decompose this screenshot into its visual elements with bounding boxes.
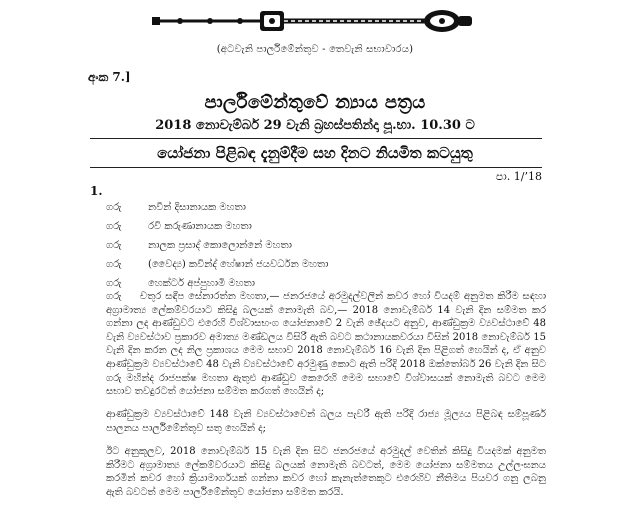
mover-row [106, 217, 546, 236]
mover-name: හෙක්ටර් අප්පුහාමි මහතා [148, 278, 255, 289]
section-title: යෝජනා පිළිබඳ දැනුම්දීම සහ දිනට නියමිත කටයුතු [157, 144, 473, 162]
mover-row [106, 198, 546, 217]
mover-honorific: ගරු [106, 240, 122, 251]
paragraph-text: චතුර සඳීප සේනාරත්න මහතා,— ජනරජයේ අරමුදල්වලින් කවර හෝ වියදම් අනුමත කිරීම සඳහා අග්‍රාමාත්‍ය ලේකම්වරයාට කිසිදු බලයක් නොමැති බව,— 2018 නොවැම්බර් 14 වැනි දින සම්මත කර ගන්නා ලද ආණ්ඩුවට එරෙහි විශ්වාසභංග යෝජනාවේ 2 වැනි ඡේදයට අනුව, ආණ්ඩුක්‍රම ව්‍යවස්ථාවේ 48 වැනි ව්‍යවස්ථාව ප්‍රකාරව අමාත්‍ය මණ්ඩලය විසිරී ඇති බවට කථානායකවරයා විසින් 2018 නොවැම්බර් 15 වැනි දින කරන ලද නිල ප්‍රකාශය මෙම සභාව 2018 නොවැම්බර් 16 වැනි දින පිළිගත් හෙයින් ද, ඒ අනුව ආණ්ඩුක්‍රම ව්‍යවස්ථාවේ 48 වැනි ව්‍යවස්ථාවේ අරමුණු කොට ඇති පරිදි 2018 ඔක්තෝබර් 26 වැනි දින සිට ගරු මහින්ද රාජපක්ෂ මහතා ඇතුළු ආණ්ඩුව කෙරෙහි මෙම සභාවේ විශ්වාසයක් නොමැති බවට මෙම සභාව තවදුරටත් යෝජනා සම්මත කරගත් හෙයින් ද; [106, 291, 546, 398]
motion-paragraph-2: ආණ්ඩුක්‍රම ව්‍යවස්ථාවේ 148 වැනි ව්‍යවස්ථාවෙන් බලය පැවරී ඇති පරිදි රාජ්‍ය මූල්‍යය පිළිබඳ සම්පූර්ණ පාලනය පාර්ලිමේන්තුව සතු හෙයින් ද; [106, 409, 546, 434]
mover-honorific: ගරු [106, 221, 122, 232]
page-reference: පා. 1/’18 [495, 170, 542, 183]
parliament-session-subtitle: (අටවැනි පාර්ලිමේන්තුව - තෙවැනි සභාවාරය) [216, 44, 414, 55]
issue-number: අංක 7.] [88, 70, 131, 84]
mover-row [106, 255, 546, 274]
mover-name: නවීන් දිසානායක මහතා [148, 202, 246, 213]
mover-name: රවි කරුණානායක මහතා [148, 221, 252, 232]
mover-honorific: ගරු [106, 278, 122, 289]
mover-honorific: ගරු [106, 202, 122, 213]
mover-name: (වෛද්‍ය) කවින්ද් හේෂාන් ජයවර්ධන මහතා [148, 259, 329, 270]
item-number: 1. [90, 184, 103, 198]
divider-top [90, 138, 542, 139]
parliament-mace-emblem [150, 8, 480, 34]
divider-bottom [90, 167, 542, 168]
mover-row [106, 236, 546, 255]
paragraph-honorific: ගරු [106, 291, 122, 302]
mover-honorific: ගරු [106, 259, 122, 270]
motion-paragraph-3: ඊට අනුකූලව, 2018 නොවැම්බර් 15 වැනි දින සිට ජනරජයේ අරමුදල් වෙතින් කිසිදු වියදමක් අනුමත කිරීමට අග්‍රාමාත්‍ය ලේකම්වරයාට කිසිදු බලයක් නොමැති බවටත්, මෙම යෝජනා සම්මතය උල්ලංඝනය කරමින් කවර හෝ ක්‍රියාමාර්ගයක් ගන්නා කවර හෝ කැනැත්තෙකුට එරෙහිව නීතිමය පියවර ගනු ලබනු ඇති බවටත් මෙම පාර්ලිමේන්තුව යෝජනා සම්මත කරයි. [106, 446, 546, 498]
motion-paragraph-1 [106, 290, 546, 399]
mover-name: නාලක ප්‍රසාද් කොලොන්නේ මහතා [148, 240, 292, 251]
movers-list [106, 198, 546, 293]
sitting-date: 2018 නොවැම්බර් 29 වැනි බ්‍රහස්පතින්දා පූ.භා. 10.30 ට [155, 118, 475, 133]
page-title: පාර්ලිමේන්තුවේ න්‍යාය පත්‍රය [204, 92, 426, 113]
